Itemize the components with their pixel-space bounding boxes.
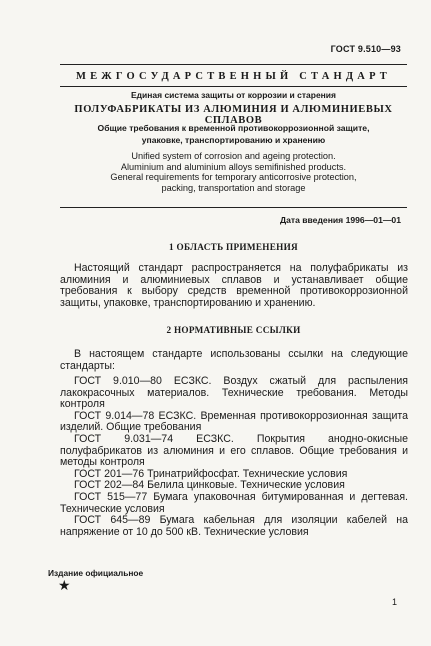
official-edition-label: Издание официальное [48,568,144,578]
sub-title-line: упаковке, транспортированию и хранению [141,135,326,145]
reference-item: ГОСТ 9.010—80 ЕСЗКС. Воздух сжатый для распыления лакокрасочных материалов. Технические требования. Методы контроля [60,375,408,411]
scope-paragraph: Настоящий стандарт распространяется на полуфабрикаты из алюминия и алюминиевых сплавов и устанавливает общие требования к выбору средств временной противокоррозионной защиты, упаковке, транспортированию и хранению. [60,262,408,309]
header-rule-bottom [60,86,407,87]
english-title [60,151,407,193]
english-title-line: Aluminium and aluminium alloys semifinished products. [120,161,347,172]
reference-item: ГОСТ 9.014—78 ЕСЗКС. Временная противокоррозионная защита изделий. Общие требования [60,409,408,434]
reference-item: ГОСТ 645—89 Бумага кабельная для изоляции кабелей на напряжение от 10 до 500 кВ. Технические условия [60,514,408,538]
header-rule-top [60,64,407,65]
gost-number: ГОСТ 9.510—93 [330,44,401,54]
section-heading-scope: 1 ОБЛАСТЬ ПРИМЕНЕНИЯ [169,242,298,252]
english-title-line: Unified system of corrosion and ageing protection. [131,151,336,161]
star-icon: ★ [58,579,71,594]
english-title-line: General requirements for temporary anticorrosive protection, [110,172,357,182]
reference-item: ГОСТ 202—84 Белила цинковые. Технические условия [74,479,345,492]
reference-item: ГОСТ 201—76 Тринатрийфосфат. Технические условия [74,467,348,480]
title-rule [60,207,407,208]
page-number: 1 [391,597,397,607]
references-intro: В настоящем стандарте использованы ссылки на следующие стандарты: [60,348,408,372]
main-title: ПОЛУФАБРИКАТЫ ИЗ АЛЮМИНИЯ И АЛЮМИНИЕВЫХ СПЛАВОВ [74,104,393,126]
references-list [60,376,408,538]
section-heading-references: 2 НОРМАТИВНЫЕ ССЫЛКИ [166,325,301,335]
sub-title [60,122,407,146]
sub-title-line: Общие требования к временной противокоррозионной защите, [97,123,370,133]
reference-item: ГОСТ 9.031—74 ЕСЗКС. Покрытия анодно-окисные полуфабрикатов из алюминия и его сплавов. Общие требования и методы контроля [60,432,408,469]
introduction-date: Дата введения 1996—01—01 [279,215,401,225]
english-title-line: packing, transportation and storage [161,182,306,193]
interstate-standard-heading: МЕЖГОСУДАРСТВЕННЫЙ СТАНДАРТ [75,71,392,82]
system-title: Единая система защиты от коррозии и старения [130,90,336,100]
reference-item: ГОСТ 515—77 Бумага упаковочная битумированная и дегтевая. Технические условия [60,490,408,515]
